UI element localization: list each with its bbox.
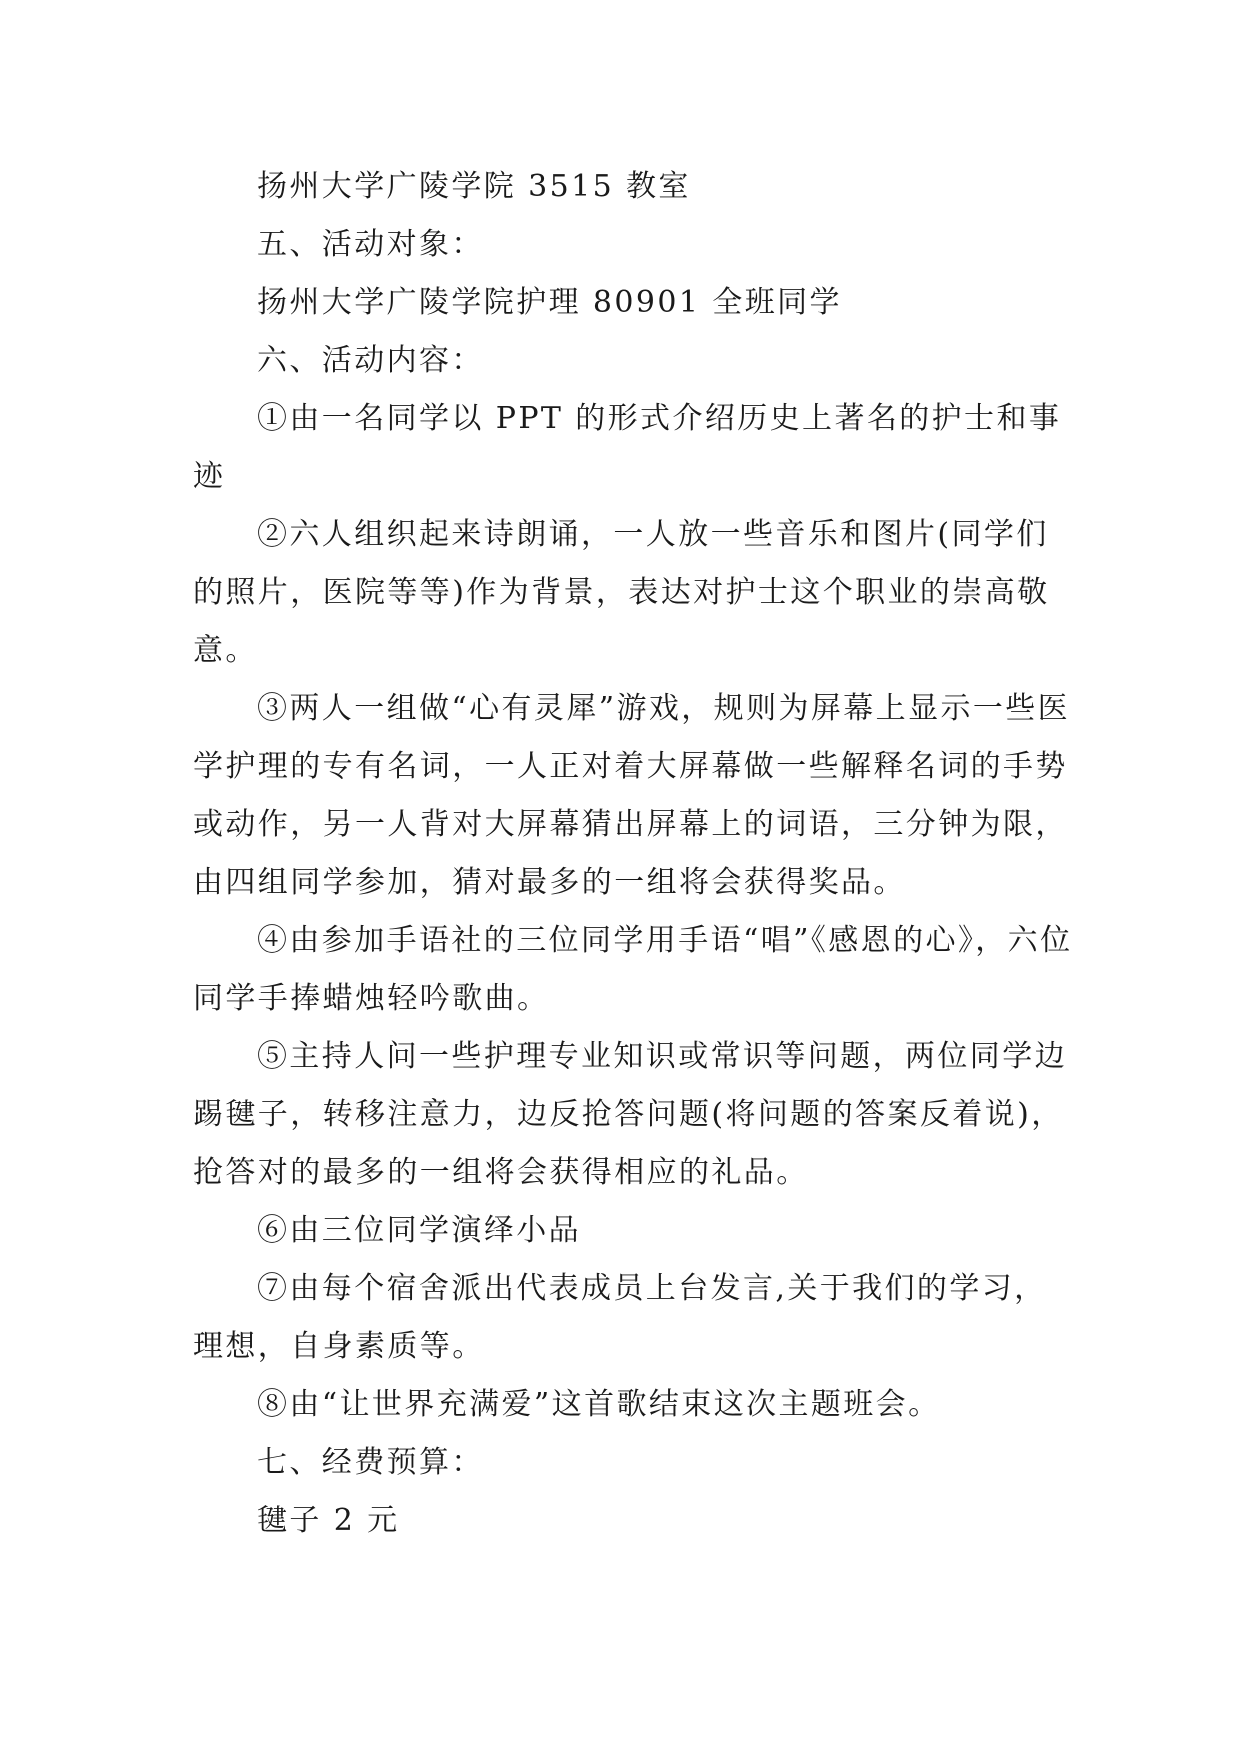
document-body <box>193 158 1073 1550</box>
section-heading-content: 六、活动内容： <box>257 343 484 378</box>
list-item-2: ②六人组织起来诗朗诵，一人放一些音乐和图片(同学们的照片，医院等等)作为背景，表达对护士这个职业的崇高敬意。 <box>193 517 1050 668</box>
list-item-6: ⑥由三位同学演绎小品 <box>257 1213 581 1248</box>
list-item-3: ③两人一组做“心有灵犀”游戏，规则为屏幕上显示一些医学护理的专有名词，一人正对着大屏幕做一些解释名词的手势或动作，另一人背对大屏幕猜出屏幕上的词语，三分钟为限，由四组同学参加，猜对最多的一组将会获得奖品。 <box>193 691 1071 900</box>
list-item-5: ⑤主持人问一些护理专业知识或常识等问题，两位同学边踢毽子，转移注意力，边反抢答问题(将问题的答案反着说)，抢答对的最多的一组将会获得相应的礼品。 <box>193 1039 1067 1190</box>
list-item-1: ①由一名同学以 PPT 的形式介绍历史上著名的护士和事迹 <box>193 401 1062 494</box>
paragraph-budget-item: 毽子 2 元 <box>257 1503 400 1538</box>
paragraph-location: 扬州大学广陵学院 3515 教室 <box>257 169 691 204</box>
list-item-7: ⑦由每个宿舍派出代表成员上台发言,关于我们的学习，理想，自身素质等。 <box>193 1271 1047 1364</box>
list-item-8: ⑧由“让世界充满爱”这首歌结束这次主题班会。 <box>257 1387 941 1422</box>
section-heading-target: 五、活动对象： <box>257 227 484 262</box>
section-heading-budget: 七、经费预算： <box>257 1445 484 1480</box>
paragraph-target: 扬州大学广陵学院护理 80901 全班同学 <box>257 285 842 320</box>
list-item-4: ④由参加手语社的三位同学用手语“唱”《感恩的心》，六位同学手捧蜡烛轻吟歌曲。 <box>193 923 1073 1016</box>
